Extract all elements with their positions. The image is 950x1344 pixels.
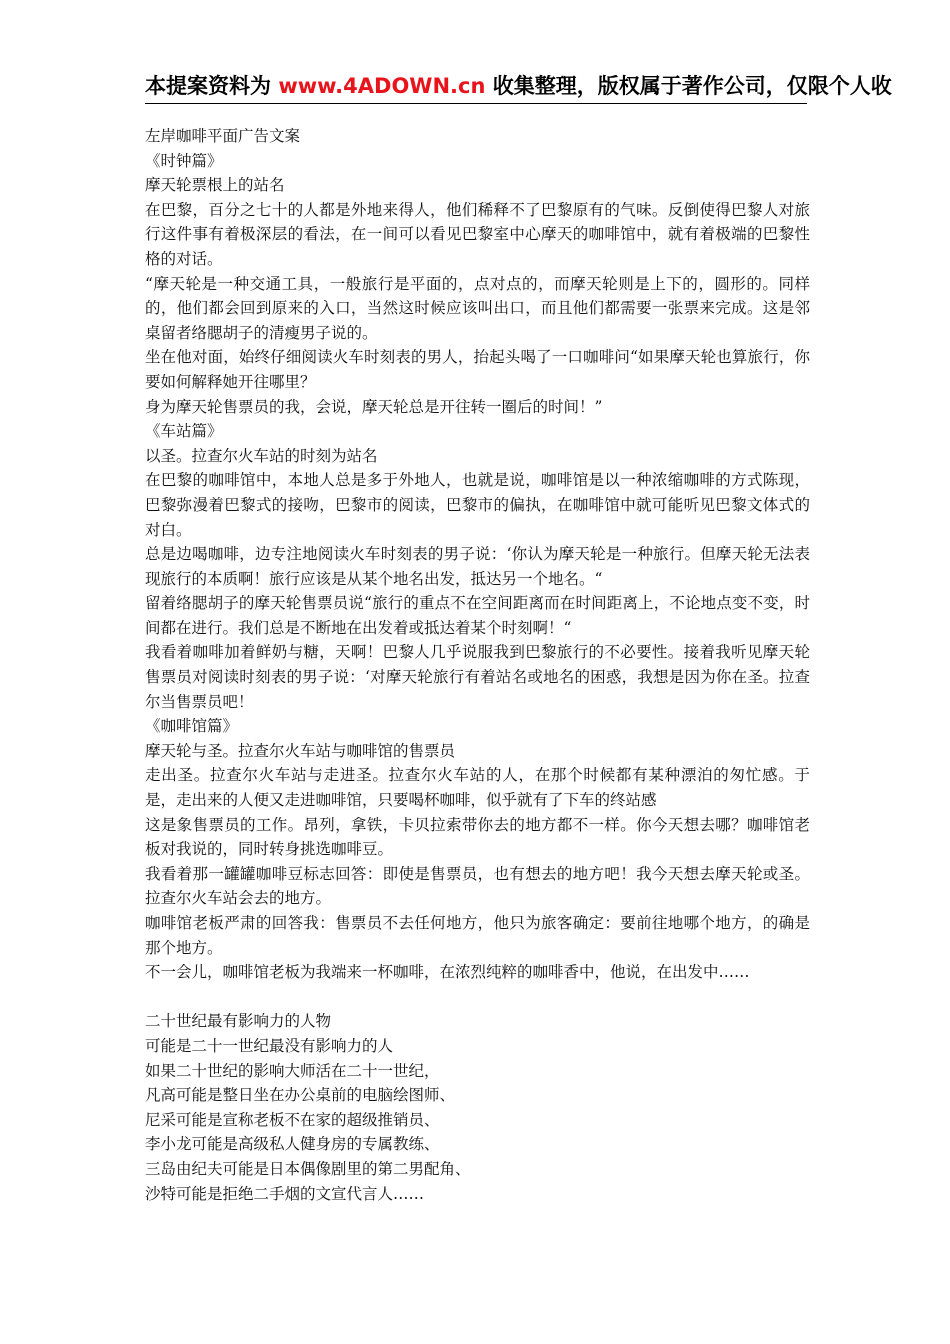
blank-line — [145, 985, 810, 1010]
paragraph: 《时钟篇》 — [145, 151, 223, 170]
paragraph: 这是象售票员的工作。昂列，拿铁，卡贝拉索带你去的地方都不一样。你今天想去哪？咖啡馆老板对我说的，同时转身挑选咖啡豆。 — [145, 815, 810, 859]
paragraph: 在巴黎，百分之七十的人都是外地来得人，他们稀释不了巴黎原有的气味。反倒使得巴黎人对旅行这件事有着极深层的看法，在一间可以看见巴黎室中心摩天的咖啡馆中，就有着极端的巴黎性格的对话。 — [145, 200, 810, 268]
paragraph: 可能是二十一世纪最没有影响力的人 — [145, 1036, 394, 1055]
paragraph: 摩天轮票根上的站名 — [145, 176, 285, 195]
paragraph: 走出圣。拉查尔火车站与走进圣。拉查尔火车站的人，在那个时候都有某种漂泊的匆忙感。于是，走出来的人便又走进咖啡馆，只要喝杯咖啡，似乎就有了下车的终站感 — [145, 766, 810, 810]
paragraph: 我看着咖啡加着鲜奶与糖，天啊！巴黎人几乎说服我到巴黎旅行的不必要性。接着我听见摩天轮售票员对阅读时刻表的男子说：‘对摩天轮旅行有着站名或地名的困惑，我想是因为你在圣。拉查尔当售票员吧！ — [145, 643, 810, 711]
paragraph: 在巴黎的咖啡馆中，本地人总是多于外地人，也就是说，咖啡馆是以一种浓缩咖啡的方式陈现，巴黎弥漫着巴黎式的接吻，巴黎市的阅读，巴黎市的偏执，在咖啡馆中就可能听见巴黎文体式的对白。 — [145, 471, 810, 539]
header-prefix: 本提案资料为 — [145, 74, 279, 98]
paragraph: 坐在他对面，始终仔细阅读火车时刻表的男人，抬起头喝了一口咖啡问“如果摩天轮也算旅行，你要如何解释她开往哪里？ — [145, 348, 810, 391]
header-notice — [145, 70, 950, 102]
paragraph: 摩天轮与圣。拉查尔火车站与咖啡馆的售票员 — [145, 741, 456, 760]
paragraph: 如果二十世纪的影响大师活在二十一世纪， — [145, 1061, 440, 1080]
paragraph: 《车站篇》 — [145, 422, 223, 441]
paragraph: “摩天轮是一种交通工具，一般旅行是平面的，点对点的，而摩天轮则是上下的，圆形的。同样的，他们都会回到原来的入口，当然这时候应该叫出口，而且他们都需要一张票来完成。这是邻桌留者络腮胡子的清瘦男子说的。 — [145, 274, 810, 342]
paragraph: 以圣。拉查尔火车站的时刻为站名 — [145, 446, 378, 465]
paragraph: 凡高可能是整日坐在办公桌前的电脑绘图师、 — [145, 1086, 456, 1105]
paragraph: 我看着那一罐罐咖啡豆标志回答：即使是售票员，也有想去的地方吧！我今天想去摩天轮或圣。拉查尔火车站会去的地方。 — [145, 864, 810, 908]
paragraph: 沙特可能是拒绝二手烟的文宣代言人…… — [145, 1184, 425, 1203]
paragraph: 左岸咖啡平面广告文案 — [145, 127, 301, 145]
header-divider — [145, 103, 807, 104]
paragraph: 总是边喝咖啡，边专注地阅读火车时刻表的男子说：‘你认为摩天轮是一种旅行。但摩天轮无法表现旅行的本质啊！旅行应该是从某个地名出发，抵达另一个地名。“ — [145, 545, 810, 588]
paragraph: 留着络腮胡子的摩天轮售票员说“旅行的重点不在空间距离而在时间距离上，不论地点变不变，时间都在进行。我们总是不断地在出发着或抵达着某个时刻啊！“ — [145, 594, 810, 637]
paragraph: 身为摩天轮售票员的我，会说，摩天轮总是开往转一圈后的时间！” — [145, 397, 603, 416]
header-url-link[interactable]: www.4ADOWN.cn — [278, 74, 486, 98]
paragraph: 三岛由纪夫可能是日本偶像剧里的第二男配角、 — [145, 1159, 471, 1178]
paragraph: 二十世纪最有影响力的人物 — [145, 1012, 332, 1031]
paragraph: 尼采可能是宣称老板不在家的超级推销员、 — [145, 1110, 440, 1129]
header-suffix: 收集整理，版权属于著作公司，仅限个人收 — [485, 74, 892, 98]
paragraph: 咖啡馆老板严肃的回答我：售票员不去任何地方，他只为旅客确定：要前往地哪个地方，的确是那个地方。 — [145, 914, 810, 957]
document-body — [145, 124, 810, 1206]
paragraph: 《咖啡馆篇》 — [145, 717, 239, 736]
paragraph: 不一会儿，咖啡馆老板为我端来一杯咖啡，在浓烈纯粹的咖啡香中，他说，在出发中…… — [145, 963, 750, 982]
paragraph: 李小龙可能是高级私人健身房的专属教练、 — [145, 1135, 440, 1154]
